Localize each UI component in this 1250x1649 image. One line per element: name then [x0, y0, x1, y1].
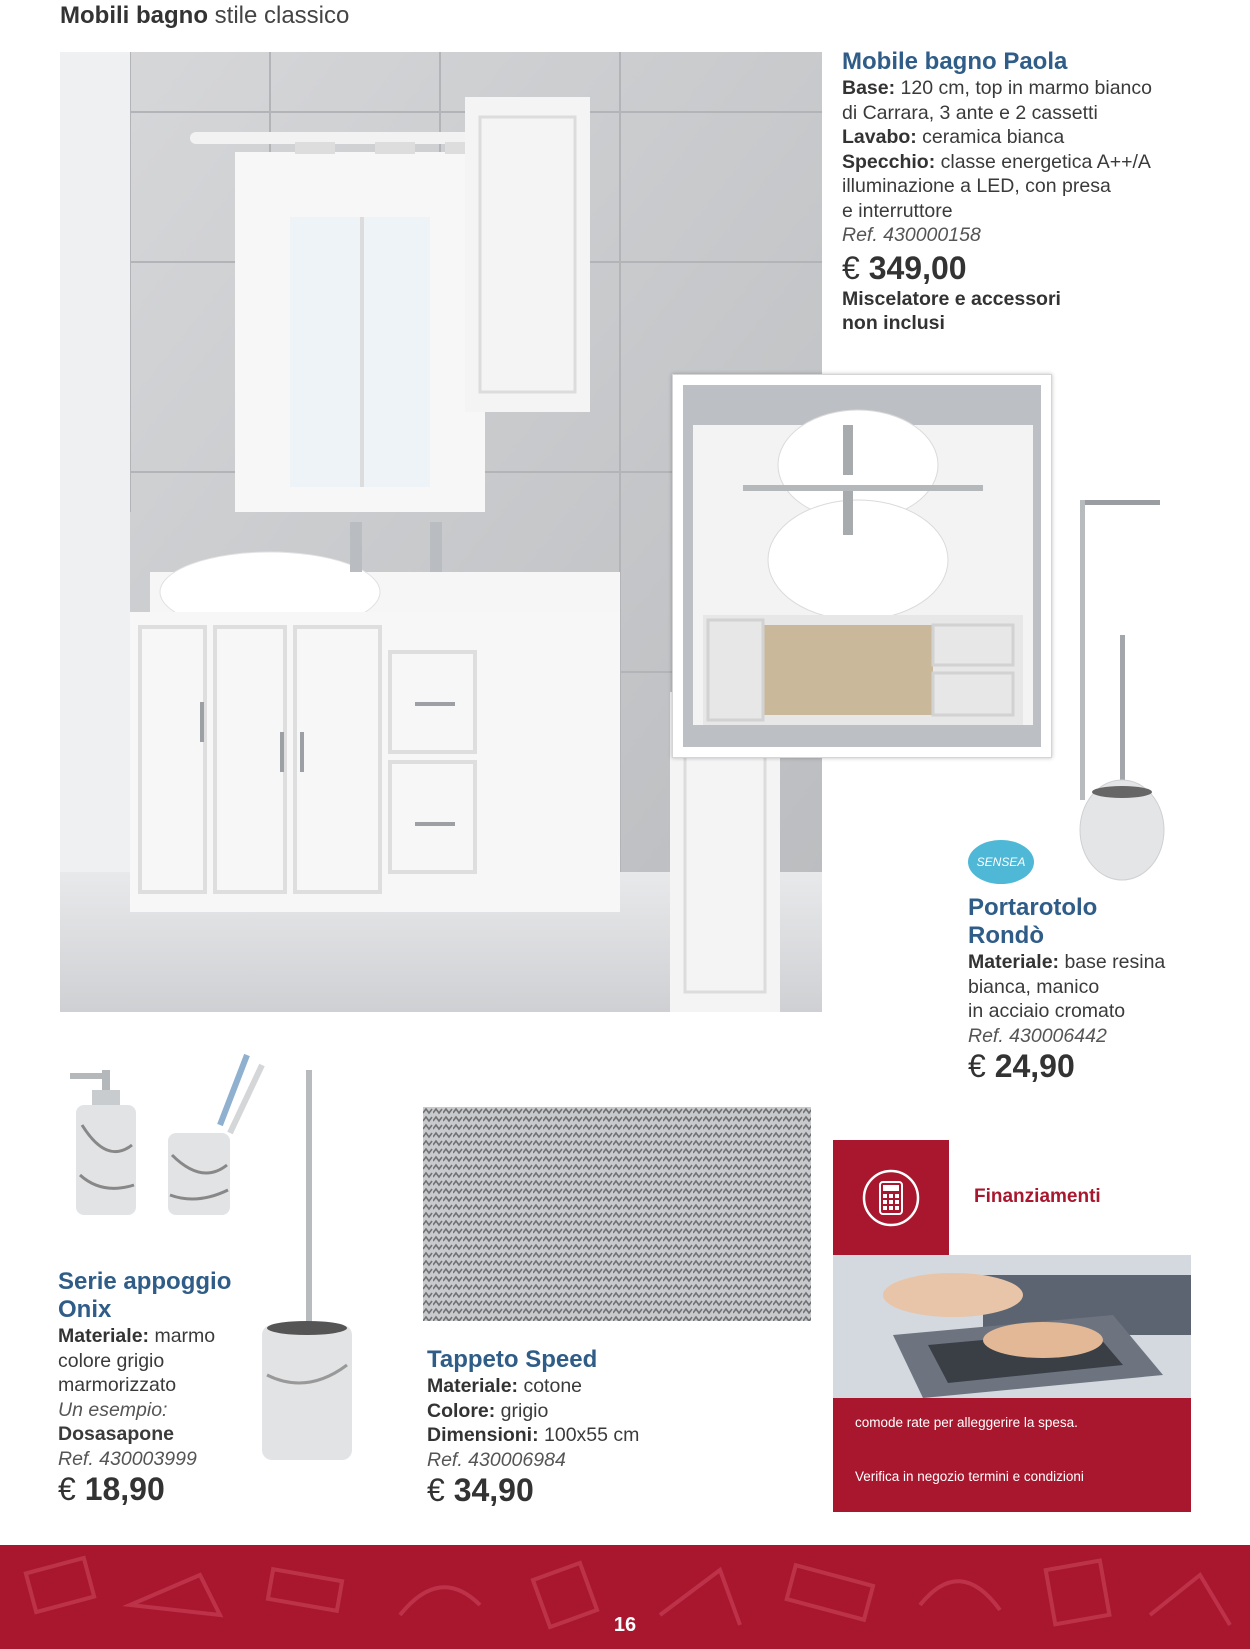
tappeto-price-currency: €: [427, 1472, 454, 1508]
onix-price-currency: €: [58, 1471, 85, 1507]
rondo-mat-value-2: bianca, manico: [968, 975, 1100, 998]
tappeto-dim-value: 100x55 cm: [538, 1424, 640, 1446]
base-value-2: di Carrara, 3 ante e 2 cassetti: [842, 101, 1098, 124]
specchio-label: Specchio:: [842, 150, 936, 173]
onix-price: [58, 1471, 258, 1508]
paola-ref: Ref. 430000158: [842, 224, 981, 246]
finance-icon-box: [833, 1140, 949, 1256]
calculator-icon: [861, 1168, 921, 1228]
rondo-price-value: 24,90: [994, 1048, 1075, 1084]
finance-line-1: comode rate per alleggerire la spesa.: [855, 1415, 1078, 1430]
page-header: [60, 2, 349, 30]
paola-info: [842, 48, 1242, 336]
lavabo-value: ceramica bianca: [916, 126, 1065, 148]
brand-logo: SENSEA: [968, 840, 1034, 884]
onix-info: [58, 1268, 258, 1508]
detail-photo: [672, 374, 1052, 758]
onix-ref: Ref. 430003999: [58, 1447, 197, 1470]
rondo-title-2: Rondò: [968, 922, 1044, 949]
specchio-value-2: illuminazione a LED, con presa: [842, 175, 1111, 197]
rondo-title-1: Portarotolo: [968, 894, 1098, 921]
rondo-price-currency: €: [968, 1048, 995, 1084]
rondo-info: [968, 894, 1238, 1085]
onix-item: Dosasapone: [58, 1423, 174, 1445]
paola-note-1: Miscelatore e accessori: [842, 287, 1061, 310]
tappeto-ref: Ref. 430006984: [427, 1448, 566, 1471]
rondo-mat-value-3: in acciaio cromato: [968, 1000, 1126, 1022]
finance-photo: [833, 1255, 1191, 1398]
onix-mat-label: Materiale:: [58, 1325, 150, 1347]
tappeto-mat-value: cotone: [518, 1375, 583, 1397]
base-label: Base:: [842, 77, 896, 99]
onix-title-1: Serie appoggio: [58, 1268, 232, 1295]
rondo-ref: Ref. 430006442: [968, 1024, 1107, 1047]
onix-title-2: Onix: [58, 1296, 112, 1323]
paola-note-2: non inclusi: [842, 312, 945, 334]
lavabo-label: Lavabo:: [842, 126, 917, 148]
tappeto-col-label: Colore:: [427, 1399, 496, 1422]
paola-note: [842, 287, 1242, 336]
finance-title: Finanziamenti: [974, 1186, 1101, 1207]
paola-specs: [842, 76, 1242, 248]
finance-text-box: [833, 1398, 1191, 1512]
finance-line-2: Verifica in negozio termini e condizioni: [855, 1469, 1084, 1484]
specchio-value-3: e interruttore: [842, 199, 953, 222]
onix-price-value: 18,90: [84, 1471, 165, 1507]
paola-title: Mobile bagno Paola: [842, 48, 1068, 75]
onix-example: Un esempio:: [58, 1398, 168, 1421]
onix-mat-value-2: colore grigio: [58, 1349, 165, 1372]
tappeto-mat-label: Materiale:: [427, 1375, 519, 1397]
paola-price: [842, 250, 1242, 287]
onix-mat-value: marmo: [149, 1325, 216, 1347]
tappeto-dim-label: Dimensioni:: [427, 1424, 539, 1446]
specchio-value: classe energetica A++/A: [935, 150, 1151, 173]
tappeto-price-value: 34,90: [453, 1472, 534, 1508]
rug-photo: [423, 1107, 811, 1321]
header-bold: Mobili bagno: [60, 2, 208, 29]
rondo-photo: [1060, 490, 1190, 890]
tappeto-info: [427, 1346, 727, 1509]
base-value: 120 cm, top in marmo bianco: [895, 77, 1152, 99]
rondo-mat-label: Materiale:: [968, 951, 1060, 973]
page-number: 16: [613, 1614, 637, 1636]
header-rest: stile classico: [207, 2, 350, 29]
paola-price-currency: €: [842, 249, 869, 286]
tappeto-col-value: grigio: [495, 1399, 549, 1422]
paola-price-value: 349,00: [868, 249, 967, 286]
rondo-mat-value: base resina: [1059, 951, 1166, 973]
rondo-price: [968, 1048, 1238, 1085]
tappeto-price: [427, 1472, 727, 1509]
tappeto-title: Tappeto Speed: [427, 1346, 598, 1373]
onix-mat-value-3: marmorizzato: [58, 1374, 177, 1396]
